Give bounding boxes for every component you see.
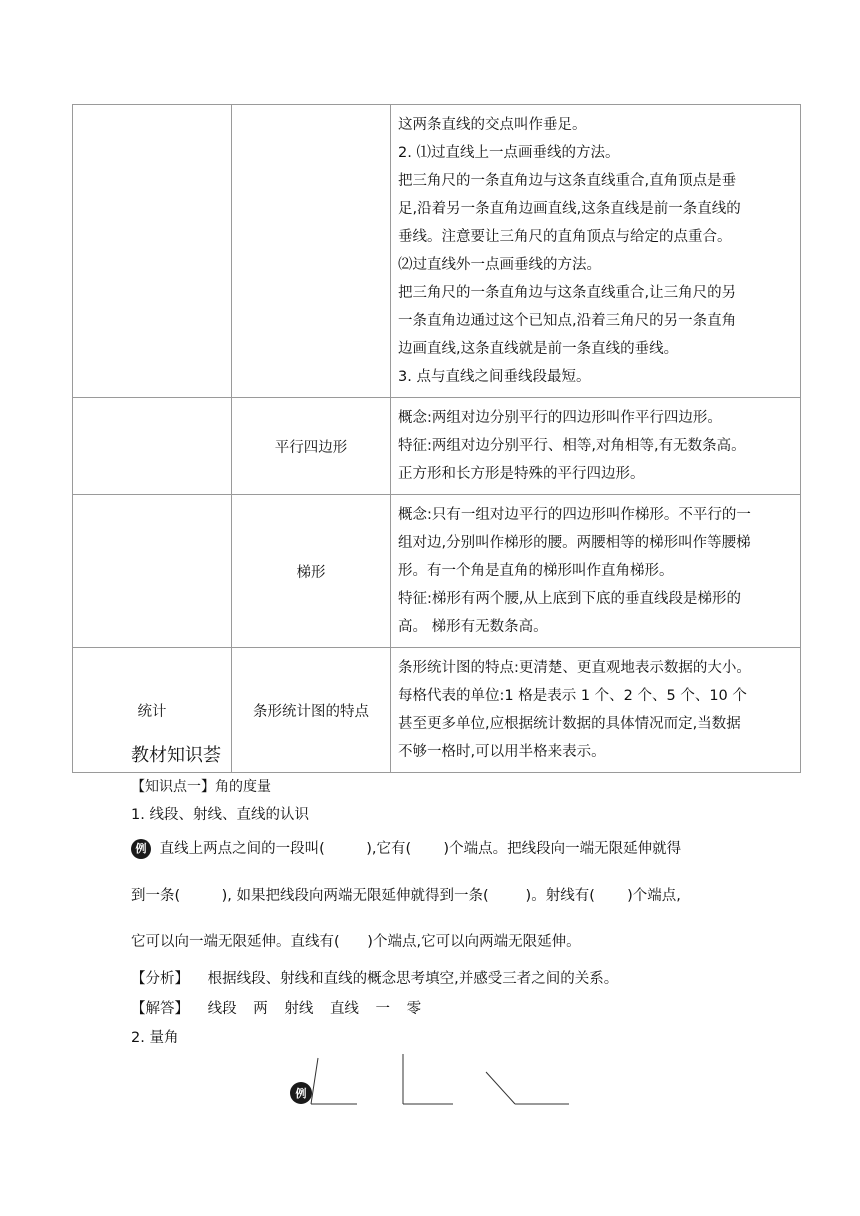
knowledge-point-heading: 【知识点一】角的度量 <box>131 779 271 795</box>
category-cell-empty <box>73 398 232 495</box>
answer-line <box>131 997 421 1018</box>
example-question-line: 到一条( ), 如果把线段向两端无限延伸就得到一条( )。射线有( )个端点, <box>131 888 681 904</box>
answer-label: 【解答】 <box>131 1001 189 1017</box>
content-cell <box>391 495 801 648</box>
angle-ray <box>311 1058 318 1104</box>
topic-cell: 梯形 <box>232 495 391 648</box>
answer-item: 一 <box>375 1001 391 1017</box>
category-cell-empty <box>73 495 232 648</box>
content-line: 垂线。注意要让三角尺的直角顶点与给定的点重合。 <box>398 229 732 245</box>
table-row <box>73 105 801 398</box>
content-line: 概念:两组对边分别平行的四边形叫作平行四边形。 <box>398 410 722 426</box>
answer-item: 射线 <box>284 1001 314 1017</box>
content-line: 概念:只有一组对边平行的四边形叫作梯形。不平行的一 <box>398 507 751 523</box>
content-line: 高。 梯形有无数条高。 <box>398 619 548 635</box>
angle-figures <box>285 1050 585 1110</box>
content-line: 2. ⑴过直线上一点画垂线的方法。 <box>398 145 620 161</box>
content-line: 这两条直线的交点叫作垂足。 <box>398 117 587 133</box>
example-question-line <box>131 837 681 859</box>
content-line: 条形统计图的特点:更清楚、更直观地表示数据的大小。 <box>398 660 751 676</box>
subsection-heading: 2. 量角 <box>131 1030 179 1046</box>
answer-item: 线段 <box>207 1001 237 1017</box>
content-cell <box>391 398 801 495</box>
content-line: 不够一格时,可以用半格来表示。 <box>398 744 606 760</box>
table-row <box>73 495 801 648</box>
content-line: 特征:梯形有两个腰,从上底到下底的垂直线段是梯形的 <box>398 591 741 607</box>
answer-item: 零 <box>406 1001 422 1017</box>
content-line: 一条直角边通过这个已知点,沿着三角尺的另一条直角 <box>398 313 737 329</box>
subsection-heading: 1. 线段、射线、直线的认识 <box>131 807 309 823</box>
table-row <box>73 398 801 495</box>
content-line: ⑵过直线外一点画垂线的方法。 <box>398 257 601 273</box>
section-title: 教材知识荟 <box>131 745 221 766</box>
topic-cell-empty <box>232 105 391 398</box>
content-cell <box>391 105 801 398</box>
example-question-line: 它可以向一端无限延伸。直线有( )个端点,它可以向两端无限延伸。 <box>131 934 581 950</box>
analysis-label: 【分析】 <box>131 971 189 987</box>
content-line: 3. 点与直线之间垂线段最短。 <box>398 369 591 385</box>
angle-ray <box>486 1072 515 1104</box>
content-line: 甚至更多单位,应根据统计数据的具体情况而定,当数据 <box>398 716 741 732</box>
example-badge-text: 例 <box>295 1087 307 1100</box>
category-cell-empty <box>73 105 232 398</box>
category-cell: 统计 <box>73 648 232 773</box>
content-line: 足,沿着另一条直角边画直线,这条直线是前一条直线的 <box>398 201 741 217</box>
analysis-line <box>131 967 618 988</box>
content-line: 正方形和长方形是特殊的平行四边形。 <box>398 466 645 482</box>
content-line: 边画直线,这条直线就是前一条直线的垂线。 <box>398 341 679 357</box>
content-line: 把三角尺的一条直角边与这条直线重合,让三角尺的另 <box>398 285 737 301</box>
topic-cell: 条形统计图的特点 <box>232 648 391 773</box>
answer-item: 两 <box>253 1001 268 1017</box>
content-line: 形。有一个角是直角的梯形叫作直角梯形。 <box>398 563 674 579</box>
question-text: 直线上两点之间的一段叫( ),它有( )个端点。把线段向一端无限延伸就得 <box>159 841 682 857</box>
content-line: 把三角尺的一条直角边与这条直线重合,直角顶点是垂 <box>398 173 737 189</box>
analysis-text: 根据线段、射线和直线的概念思考填空,并感受三者之间的关系。 <box>207 971 619 987</box>
answer-item: 直线 <box>329 1001 359 1017</box>
content-line: 组对边,分别叫作梯形的腰。两腰相等的梯形叫作等腰梯 <box>398 535 751 551</box>
example-badge-icon: 例 <box>131 839 151 859</box>
content-line: 每格代表的单位:1 格是表示 1 个、2 个、5 个、10 个 <box>398 688 747 704</box>
topic-cell: 平行四边形 <box>232 398 391 495</box>
content-line: 特征:两组对边分别平行、相等,对角相等,有无数条高。 <box>398 438 746 454</box>
knowledge-table <box>72 104 801 773</box>
content-cell <box>391 648 801 773</box>
